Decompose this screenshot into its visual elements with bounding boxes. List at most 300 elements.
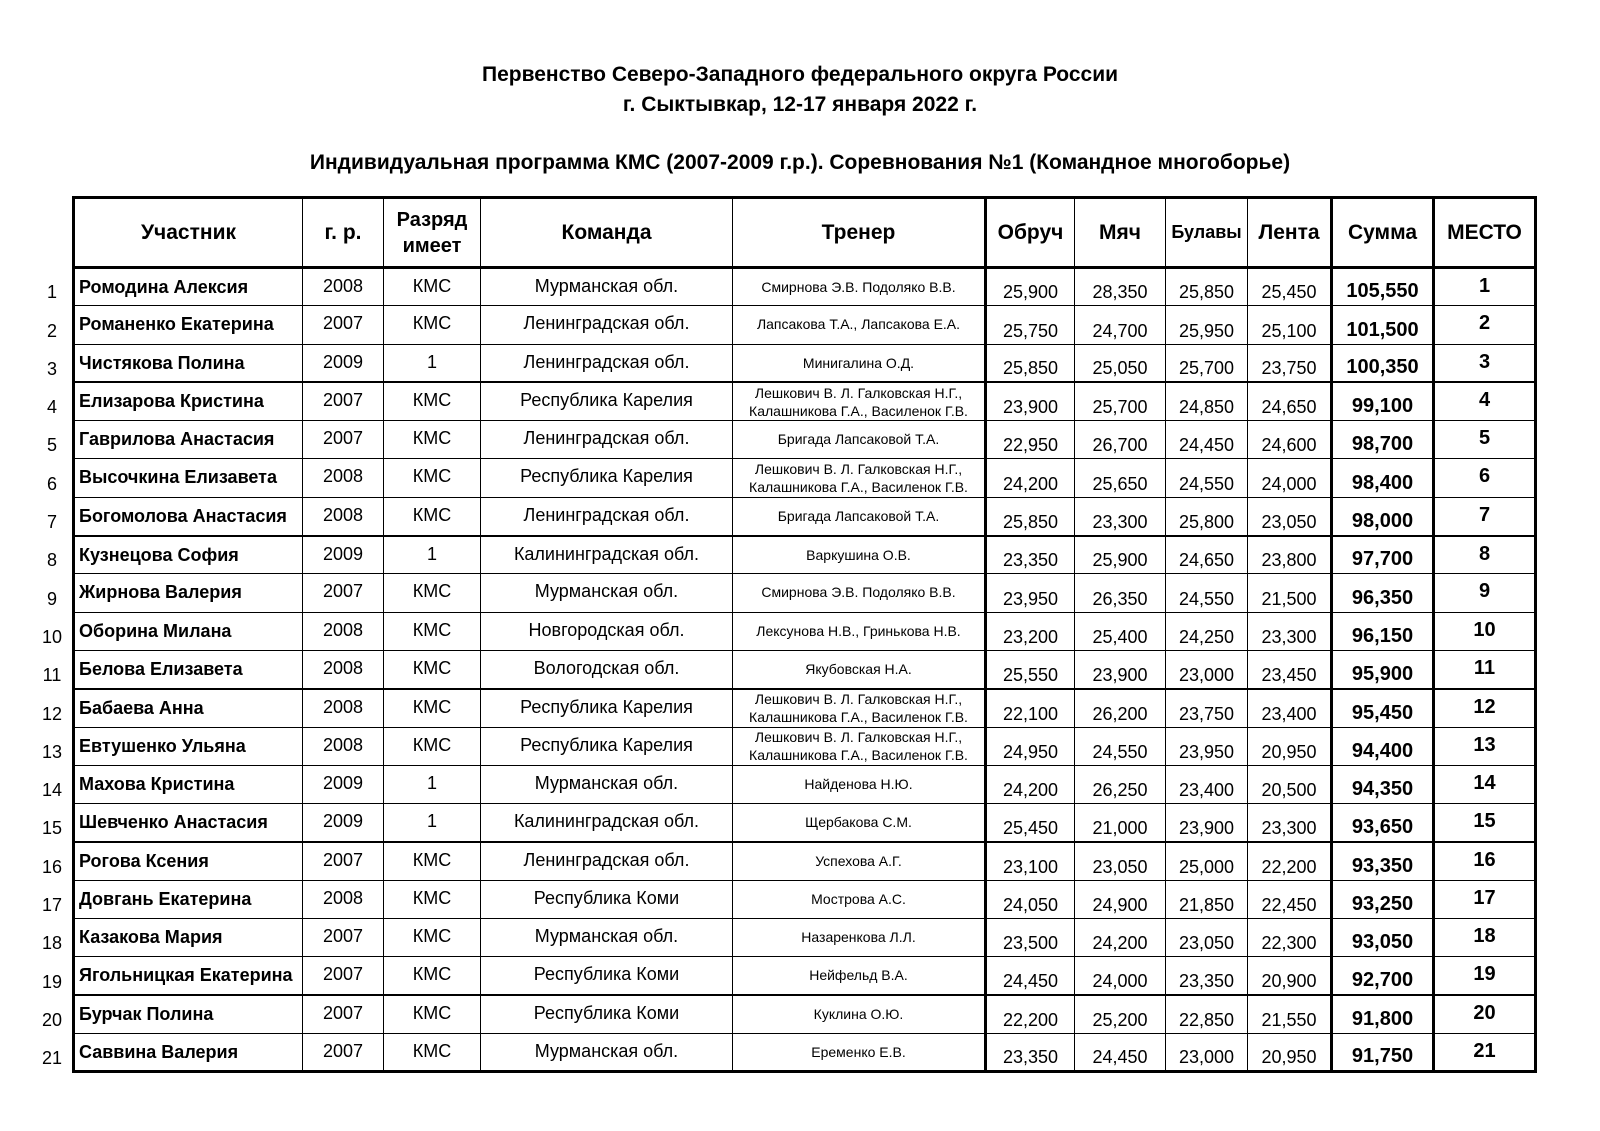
coach-line: Лексунова Н.В., Гринькова Н.В. <box>756 622 961 639</box>
birth-year-cell: 2007 <box>303 421 384 459</box>
place-cell: 4 <box>1434 382 1536 420</box>
coach-cell <box>733 612 986 650</box>
total-score-cell: 96,150 <box>1332 612 1434 650</box>
ball-score-cell: 21,000 <box>1075 804 1166 842</box>
place-cell: 8 <box>1434 536 1536 574</box>
coach-cell <box>733 842 986 880</box>
participant-name-cell: Белова Елизавета <box>74 650 303 688</box>
total-score-cell: 98,700 <box>1332 421 1434 459</box>
coach-line: Лешкович В. Л. Галковская Н.Г., <box>754 691 963 708</box>
rank-cell: 1 <box>384 536 481 574</box>
coach-line: Калашникова Г.А., Василенок Г.В. <box>749 402 968 419</box>
ribbon-score-cell: 20,950 <box>1248 727 1332 765</box>
rank-cell: 1 <box>384 344 481 382</box>
ribbon-score-cell: 22,300 <box>1248 919 1332 957</box>
ribbon-score-cell: 20,950 <box>1248 1033 1332 1071</box>
row-number: 3 <box>46 358 57 379</box>
ball-score-cell: 24,700 <box>1075 306 1166 344</box>
ribbon-score-cell: 23,400 <box>1248 689 1332 727</box>
row-number: 15 <box>41 818 63 839</box>
column-header-rank <box>384 198 481 268</box>
place-cell: 10 <box>1434 612 1536 650</box>
table-row <box>74 957 1536 995</box>
hoop-score-cell: 25,750 <box>986 306 1075 344</box>
clubs-score-cell: 23,400 <box>1166 765 1248 803</box>
team-cell: Республика Карелия <box>481 689 733 727</box>
coach-cell <box>733 689 986 727</box>
rank-cell: КМС <box>384 306 481 344</box>
table-row <box>74 804 1536 842</box>
ball-score-cell: 25,900 <box>1075 536 1166 574</box>
participant-name-cell: Елизарова Кристина <box>74 382 303 420</box>
place-cell: 19 <box>1434 957 1536 995</box>
hoop-score-cell: 24,200 <box>986 459 1075 497</box>
coach-cell <box>733 804 986 842</box>
total-score-cell: 101,500 <box>1332 306 1434 344</box>
total-score-cell: 99,100 <box>1332 382 1434 420</box>
birth-year-cell: 2009 <box>303 765 384 803</box>
birth-year-cell: 2009 <box>303 804 384 842</box>
place-cell: 13 <box>1434 727 1536 765</box>
clubs-score-cell: 22,850 <box>1166 995 1248 1033</box>
coach-line: Лешкович В. Л. Галковская Н.Г., <box>754 729 963 746</box>
table-row <box>74 612 1536 650</box>
column-header-hoop: Обруч <box>986 198 1075 268</box>
coach-cell <box>733 574 986 612</box>
ball-score-cell: 25,050 <box>1075 344 1166 382</box>
birth-year-cell: 2009 <box>303 344 384 382</box>
team-cell: Ленинградская обл. <box>481 306 733 344</box>
coach-line: Щербакова С.М. <box>805 814 912 831</box>
table-row <box>74 574 1536 612</box>
table-row <box>74 382 1536 420</box>
coach-line: Калашникова Г.А., Василенок Г.В. <box>749 479 968 496</box>
table-row <box>74 497 1536 535</box>
place-cell: 3 <box>1434 344 1536 382</box>
hoop-score-cell: 25,850 <box>986 497 1075 535</box>
clubs-score-cell: 24,650 <box>1166 536 1248 574</box>
ribbon-score-cell: 23,300 <box>1248 804 1332 842</box>
rank-cell: КМС <box>384 421 481 459</box>
ball-score-cell: 26,700 <box>1075 421 1166 459</box>
document-title: Первенство Северо-Западного федерального округа России <box>481 63 1119 86</box>
clubs-score-cell: 25,800 <box>1166 497 1248 535</box>
clubs-score-cell: 23,050 <box>1166 919 1248 957</box>
coach-cell <box>733 765 986 803</box>
participant-name-cell: Богомолова Анастасия <box>74 497 303 535</box>
clubs-score-cell: 24,550 <box>1166 574 1248 612</box>
clubs-score-cell: 25,000 <box>1166 842 1248 880</box>
clubs-score-cell: 23,950 <box>1166 727 1248 765</box>
place-cell: 18 <box>1434 919 1536 957</box>
team-cell: Республика Карелия <box>481 727 733 765</box>
document-subtitle-location-date: г. Сыктывкар, 12-17 января 2022 г. <box>622 93 978 116</box>
ball-score-cell: 25,700 <box>1075 382 1166 420</box>
ribbon-score-cell: 23,050 <box>1248 497 1332 535</box>
row-number: 16 <box>41 856 63 877</box>
hoop-score-cell: 24,450 <box>986 957 1075 995</box>
total-score-cell: 95,900 <box>1332 650 1434 688</box>
coach-line: Варкушина О.В. <box>806 546 911 563</box>
total-score-cell: 94,350 <box>1332 765 1434 803</box>
table-row <box>74 727 1536 765</box>
rank-cell: КМС <box>384 842 481 880</box>
table-row <box>74 536 1536 574</box>
team-cell: Ленинградская обл. <box>481 842 733 880</box>
clubs-score-cell: 24,450 <box>1166 421 1248 459</box>
birth-year-cell: 2008 <box>303 880 384 918</box>
ball-score-cell: 24,900 <box>1075 880 1166 918</box>
ball-score-cell: 26,200 <box>1075 689 1166 727</box>
team-cell: Ленинградская обл. <box>481 344 733 382</box>
coach-line: Лапсакова Т.А., Лапсакова Е.А. <box>756 316 961 333</box>
birth-year-cell: 2007 <box>303 306 384 344</box>
row-number: 17 <box>41 895 63 916</box>
ribbon-score-cell: 24,600 <box>1248 421 1332 459</box>
coach-cell <box>733 382 986 420</box>
table-row <box>74 268 1536 306</box>
rank-cell: КМС <box>384 268 481 306</box>
coach-cell <box>733 268 986 306</box>
coach-line: Минигалина О.Д. <box>802 354 915 371</box>
hoop-score-cell: 23,350 <box>986 1033 1075 1071</box>
place-cell: 17 <box>1434 880 1536 918</box>
ball-score-cell: 23,050 <box>1075 842 1166 880</box>
ribbon-score-cell: 24,650 <box>1248 382 1332 420</box>
hoop-score-cell: 23,500 <box>986 919 1075 957</box>
birth-year-cell: 2007 <box>303 1033 384 1071</box>
coach-cell <box>733 344 986 382</box>
team-cell: Ленинградская обл. <box>481 497 733 535</box>
hoop-score-cell: 22,200 <box>986 995 1075 1033</box>
coach-line: Назаренкова Л.Л. <box>801 929 916 946</box>
rank-cell: КМС <box>384 650 481 688</box>
place-cell: 16 <box>1434 842 1536 880</box>
team-cell: Мурманская обл. <box>481 574 733 612</box>
coach-line: Смирнова Э.В. Подоляко В.В. <box>761 279 956 295</box>
total-score-cell: 93,250 <box>1332 880 1434 918</box>
coach-line: Мострова А.С. <box>811 890 906 907</box>
place-cell: 7 <box>1434 497 1536 535</box>
ribbon-score-cell: 21,550 <box>1248 995 1332 1033</box>
coach-cell <box>733 536 986 574</box>
rank-cell: 1 <box>384 765 481 803</box>
ball-score-cell: 24,550 <box>1075 727 1166 765</box>
participant-name-cell: Романенко Екатерина <box>74 306 303 344</box>
birth-year-cell: 2008 <box>303 459 384 497</box>
place-cell: 21 <box>1434 1033 1536 1071</box>
row-number: 12 <box>41 703 63 724</box>
hoop-score-cell: 24,950 <box>986 727 1075 765</box>
rank-cell: КМС <box>384 919 481 957</box>
clubs-score-cell: 21,850 <box>1166 880 1248 918</box>
team-cell: Республика Карелия <box>481 382 733 420</box>
participant-name-cell: Рогова Ксения <box>74 842 303 880</box>
team-cell: Мурманская обл. <box>481 765 733 803</box>
ribbon-score-cell: 23,300 <box>1248 612 1332 650</box>
place-cell: 5 <box>1434 421 1536 459</box>
ball-score-cell: 28,350 <box>1075 268 1166 306</box>
hoop-score-cell: 22,100 <box>986 689 1075 727</box>
coach-cell <box>733 497 986 535</box>
ball-score-cell: 24,450 <box>1075 1033 1166 1071</box>
row-number: 21 <box>41 1048 63 1069</box>
birth-year-cell: 2008 <box>303 689 384 727</box>
birth-year-cell: 2007 <box>303 919 384 957</box>
column-header-rank-line1: Разряд <box>396 208 468 231</box>
ball-score-cell: 24,000 <box>1075 957 1166 995</box>
coach-cell <box>733 995 986 1033</box>
rank-cell: КМС <box>384 880 481 918</box>
clubs-score-cell: 23,000 <box>1166 650 1248 688</box>
table-row <box>74 650 1536 688</box>
team-cell: Республика Карелия <box>481 459 733 497</box>
coach-cell <box>733 880 986 918</box>
participant-name-cell: Саввина Валерия <box>74 1033 303 1071</box>
total-score-cell: 98,400 <box>1332 459 1434 497</box>
coach-cell <box>733 459 986 497</box>
total-score-cell: 93,050 <box>1332 919 1434 957</box>
team-cell: Калининградская обл. <box>481 804 733 842</box>
ribbon-score-cell: 22,450 <box>1248 880 1332 918</box>
birth-year-cell: 2007 <box>303 995 384 1033</box>
coach-line: Лешкович В. Л. Галковская Н.Г., <box>754 384 963 401</box>
place-cell: 12 <box>1434 689 1536 727</box>
birth-year-cell: 2007 <box>303 574 384 612</box>
row-number: 20 <box>41 1009 63 1030</box>
coach-line: Лешкович В. Л. Галковская Н.Г., <box>754 461 963 478</box>
ball-score-cell: 26,350 <box>1075 574 1166 612</box>
row-number: 5 <box>46 435 57 456</box>
table-row <box>74 1033 1536 1071</box>
row-number: 11 <box>42 665 62 686</box>
team-cell: Республика Коми <box>481 995 733 1033</box>
rank-cell: КМС <box>384 1033 481 1071</box>
clubs-score-cell: 25,700 <box>1166 344 1248 382</box>
place-cell: 20 <box>1434 995 1536 1033</box>
coach-line: Бригада Лапсаковой Т.А. <box>777 431 940 448</box>
coach-line: Калашникова Г.А., Василенок Г.В. <box>749 747 968 764</box>
coach-line: Найденова Н.Ю. <box>804 775 913 792</box>
total-score-cell: 94,400 <box>1332 727 1434 765</box>
clubs-score-cell: 23,350 <box>1166 957 1248 995</box>
row-number: 9 <box>46 588 57 609</box>
ball-score-cell: 24,200 <box>1075 919 1166 957</box>
coach-cell <box>733 1033 986 1071</box>
ribbon-score-cell: 20,500 <box>1248 765 1332 803</box>
row-number: 18 <box>41 933 63 954</box>
coach-cell <box>733 919 986 957</box>
hoop-score-cell: 23,350 <box>986 536 1075 574</box>
ball-score-cell: 23,300 <box>1075 497 1166 535</box>
rank-cell: КМС <box>384 459 481 497</box>
hoop-score-cell: 23,200 <box>986 612 1075 650</box>
column-header-ribbon: Лента <box>1248 198 1332 268</box>
place-cell: 14 <box>1434 765 1536 803</box>
column-header-team: Команда <box>481 198 733 268</box>
table-header-row <box>74 198 1536 268</box>
team-cell: Калининградская обл. <box>481 536 733 574</box>
column-header-clubs: Булавы <box>1166 198 1248 268</box>
clubs-score-cell: 25,850 <box>1166 268 1248 306</box>
clubs-score-cell: 25,950 <box>1166 306 1248 344</box>
program-title: Индивидуальная программа КМС (2007-2009 г.р.). Соревнования №1 (Командное многоборье) <box>309 151 1291 174</box>
participant-name-cell: Бабаева Анна <box>74 689 303 727</box>
column-header-coach: Тренер <box>733 198 986 268</box>
table-row <box>74 421 1536 459</box>
participant-name-cell: Шевченко Анастасия <box>74 804 303 842</box>
clubs-score-cell: 24,550 <box>1166 459 1248 497</box>
participant-name-cell: Махова Кристина <box>74 765 303 803</box>
team-cell: Ленинградская обл. <box>481 421 733 459</box>
total-score-cell: 91,750 <box>1332 1033 1434 1071</box>
table-row <box>74 880 1536 918</box>
row-numbers <box>38 267 66 1071</box>
total-score-cell: 93,350 <box>1332 842 1434 880</box>
team-cell: Мурманская обл. <box>481 268 733 306</box>
ribbon-score-cell: 21,500 <box>1248 574 1332 612</box>
clubs-score-cell: 23,900 <box>1166 804 1248 842</box>
hoop-score-cell: 22,950 <box>986 421 1075 459</box>
ball-score-cell: 25,200 <box>1075 995 1166 1033</box>
ribbon-score-cell: 25,100 <box>1248 306 1332 344</box>
ribbon-score-cell: 24,000 <box>1248 459 1332 497</box>
hoop-score-cell: 25,550 <box>986 650 1075 688</box>
column-header-rank-line2: имеет <box>402 234 462 257</box>
total-score-cell: 100,350 <box>1332 344 1434 382</box>
team-cell: Мурманская обл. <box>481 919 733 957</box>
participant-name-cell: Чистякова Полина <box>74 344 303 382</box>
birth-year-cell: 2009 <box>303 536 384 574</box>
coach-cell <box>733 306 986 344</box>
rank-cell: КМС <box>384 689 481 727</box>
team-cell: Новгородская обл. <box>481 612 733 650</box>
hoop-score-cell: 25,850 <box>986 344 1075 382</box>
row-number: 2 <box>46 320 57 341</box>
place-cell: 15 <box>1434 804 1536 842</box>
ribbon-score-cell: 22,200 <box>1248 842 1332 880</box>
total-score-cell: 92,700 <box>1332 957 1434 995</box>
participant-name-cell: Гаврилова Анастасия <box>74 421 303 459</box>
coach-cell <box>733 421 986 459</box>
hoop-score-cell: 23,900 <box>986 382 1075 420</box>
participant-name-cell: Жирнова Валерия <box>74 574 303 612</box>
coach-cell <box>733 650 986 688</box>
participant-name-cell: Евтушенко Ульяна <box>74 727 303 765</box>
participant-name-cell: Бурчак Полина <box>74 995 303 1033</box>
rank-cell: КМС <box>384 497 481 535</box>
team-cell: Республика Коми <box>481 957 733 995</box>
place-cell: 2 <box>1434 306 1536 344</box>
team-cell: Вологодская обл. <box>481 650 733 688</box>
rank-cell: 1 <box>384 804 481 842</box>
ribbon-score-cell: 23,800 <box>1248 536 1332 574</box>
rank-cell: КМС <box>384 995 481 1033</box>
team-cell: Мурманская обл. <box>481 1033 733 1071</box>
coach-line: Успехова А.Г. <box>815 852 902 869</box>
table-row <box>74 765 1536 803</box>
coach-line: Нейфельд В.А. <box>809 967 908 984</box>
table-row <box>74 919 1536 957</box>
hoop-score-cell: 23,100 <box>986 842 1075 880</box>
row-number: 14 <box>41 780 63 801</box>
birth-year-cell: 2008 <box>303 727 384 765</box>
participant-name-cell: Кузнецова София <box>74 536 303 574</box>
column-header-ball: Мяч <box>1075 198 1166 268</box>
participant-name-cell: Оборина Милана <box>74 612 303 650</box>
column-header-place: МЕСТО <box>1434 198 1536 268</box>
place-cell: 6 <box>1434 459 1536 497</box>
birth-year-cell: 2007 <box>303 382 384 420</box>
rank-cell: КМС <box>384 382 481 420</box>
birth-year-cell: 2008 <box>303 650 384 688</box>
participant-name-cell: Высочкина Елизавета <box>74 459 303 497</box>
row-number: 8 <box>46 550 57 571</box>
results-table-body <box>74 268 1536 1072</box>
row-number: 1 <box>46 282 57 303</box>
ball-score-cell: 23,900 <box>1075 650 1166 688</box>
ribbon-score-cell: 25,450 <box>1248 268 1332 306</box>
column-header-year: г. р. <box>303 198 384 268</box>
clubs-score-cell: 23,750 <box>1166 689 1248 727</box>
birth-year-cell: 2007 <box>303 842 384 880</box>
birth-year-cell: 2008 <box>303 268 384 306</box>
ribbon-score-cell: 20,900 <box>1248 957 1332 995</box>
participant-name-cell: Довгань Екатерина <box>74 880 303 918</box>
coach-line: Еременко Е.В. <box>811 1043 906 1060</box>
row-number: 4 <box>46 397 57 418</box>
clubs-score-cell: 24,250 <box>1166 612 1248 650</box>
coach-line: Куклина О.Ю. <box>813 1006 904 1023</box>
row-number: 7 <box>46 512 57 533</box>
table-row <box>74 459 1536 497</box>
coach-line: Смирнова Э.В. Подоляко В.В. <box>761 584 956 601</box>
participant-name-cell: Ягольницкая Екатерина <box>74 957 303 995</box>
hoop-score-cell: 25,900 <box>986 268 1075 306</box>
birth-year-cell: 2007 <box>303 957 384 995</box>
hoop-score-cell: 23,950 <box>986 574 1075 612</box>
total-score-cell: 105,550 <box>1332 268 1434 306</box>
total-score-cell: 95,450 <box>1332 689 1434 727</box>
coach-cell <box>733 727 986 765</box>
total-score-cell: 97,700 <box>1332 536 1434 574</box>
ball-score-cell: 25,400 <box>1075 612 1166 650</box>
rank-cell: КМС <box>384 727 481 765</box>
team-cell: Республика Коми <box>481 880 733 918</box>
hoop-score-cell: 24,200 <box>986 765 1075 803</box>
column-header-total: Сумма <box>1332 198 1434 268</box>
place-cell: 11 <box>1434 650 1536 688</box>
ball-score-cell: 25,650 <box>1075 459 1166 497</box>
total-score-cell: 93,650 <box>1332 804 1434 842</box>
participant-name-cell: Казакова Мария <box>74 919 303 957</box>
total-score-cell: 98,000 <box>1332 497 1434 535</box>
place-cell: 1 <box>1434 268 1536 306</box>
birth-year-cell: 2008 <box>303 612 384 650</box>
coach-line: Бригада Лапсаковой Т.А. <box>777 507 940 524</box>
total-score-cell: 96,350 <box>1332 574 1434 612</box>
ribbon-score-cell: 23,450 <box>1248 650 1332 688</box>
hoop-score-cell: 24,050 <box>986 880 1075 918</box>
row-number: 13 <box>41 741 63 762</box>
results-table <box>72 196 1537 1073</box>
rank-cell: КМС <box>384 612 481 650</box>
coach-cell <box>733 957 986 995</box>
table-row <box>74 689 1536 727</box>
birth-year-cell: 2008 <box>303 497 384 535</box>
row-number: 19 <box>41 971 63 992</box>
rank-cell: КМС <box>384 957 481 995</box>
